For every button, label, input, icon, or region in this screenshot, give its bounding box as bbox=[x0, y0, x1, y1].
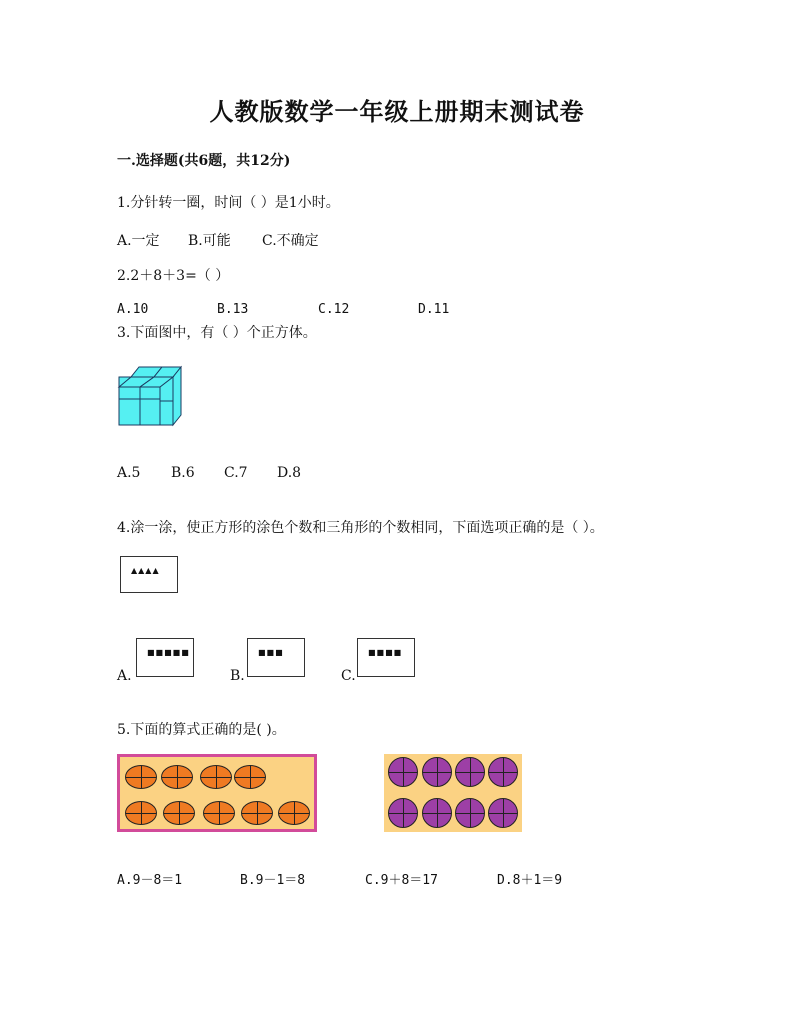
basketball-icon bbox=[388, 757, 418, 787]
basketball-icon bbox=[422, 798, 452, 828]
basketball-icon bbox=[203, 801, 235, 825]
q1-option-b[interactable]: B.可能 bbox=[188, 233, 231, 249]
basketball-icon bbox=[488, 798, 518, 828]
q4-option-c-label[interactable]: C. bbox=[341, 668, 356, 684]
question-1-text: 1.分针转一圈，时间（ ）是1小时。 bbox=[117, 195, 340, 211]
section-heading: 一.选择题(共6题，共12分) bbox=[117, 153, 291, 169]
q4-option-a-label[interactable]: A. bbox=[117, 668, 132, 684]
question-5-text: 5.下面的算式正确的是( )。 bbox=[117, 722, 286, 738]
q4-option-c-box[interactable] bbox=[357, 638, 415, 677]
q1-option-a[interactable]: A.一定 bbox=[117, 233, 160, 249]
basketball-icon bbox=[241, 801, 273, 825]
q2-option-c[interactable]: C.12 bbox=[318, 302, 350, 317]
q5-option-b[interactable]: B.9－1＝8 bbox=[240, 873, 306, 888]
q4-option-a-box[interactable] bbox=[136, 638, 194, 677]
basketball-icon bbox=[388, 798, 418, 828]
page-title: 人教版数学一年级上册期末测试卷 bbox=[209, 97, 585, 126]
square-marks-a: ■■■■■ bbox=[147, 648, 190, 657]
basketball-icon bbox=[455, 757, 485, 787]
basketball-icon bbox=[200, 765, 232, 789]
q5-option-a[interactable]: A.9－8＝1 bbox=[117, 873, 183, 888]
question-3-text: 3.下面图中，有（ ）个正方体。 bbox=[117, 325, 317, 341]
orange-basketball-panel bbox=[117, 754, 317, 832]
purple-basketball-panel bbox=[384, 754, 522, 832]
basketball-icon bbox=[278, 801, 310, 825]
square-marks-c: ■■■■ bbox=[368, 648, 403, 657]
q5-option-c[interactable]: C.9＋8＝17 bbox=[365, 873, 438, 888]
question-2-text: 2.2＋8＋3=（ ） bbox=[117, 268, 230, 284]
q4-option-b-label[interactable]: B. bbox=[230, 668, 245, 684]
q2-option-a[interactable]: A.10 bbox=[117, 302, 149, 317]
q4-option-b-box[interactable] bbox=[247, 638, 305, 677]
q2-option-b[interactable]: B.13 bbox=[217, 302, 249, 317]
q2-option-d[interactable]: D.11 bbox=[418, 302, 450, 317]
basketball-icon bbox=[161, 765, 193, 789]
cube-stack-figure bbox=[117, 360, 187, 430]
basketball-icon bbox=[422, 757, 452, 787]
basketball-icon bbox=[163, 801, 195, 825]
basketball-icon bbox=[488, 757, 518, 787]
question-4-text: 4.涂一涂，使正方形的涂色个数和三角形的个数相同，下面选项正确的是（ ）。 bbox=[117, 520, 604, 536]
q3-option-a[interactable]: A.5 bbox=[117, 465, 141, 481]
q3-option-d[interactable]: D.8 bbox=[277, 465, 302, 481]
triangle-marks: ▲▲▲▲ bbox=[131, 566, 160, 575]
q3-option-c[interactable]: C.7 bbox=[224, 465, 248, 481]
basketball-icon bbox=[125, 765, 157, 789]
basketball-icon bbox=[234, 765, 266, 789]
triangle-example-box bbox=[120, 556, 178, 593]
q5-option-d[interactable]: D.8＋1＝9 bbox=[497, 873, 563, 888]
square-marks-b: ■■■ bbox=[258, 648, 284, 657]
basketball-icon bbox=[455, 798, 485, 828]
q3-option-b[interactable]: B.6 bbox=[171, 465, 195, 481]
basketball-icon bbox=[125, 801, 157, 825]
q1-option-c[interactable]: C.不确定 bbox=[262, 233, 319, 249]
